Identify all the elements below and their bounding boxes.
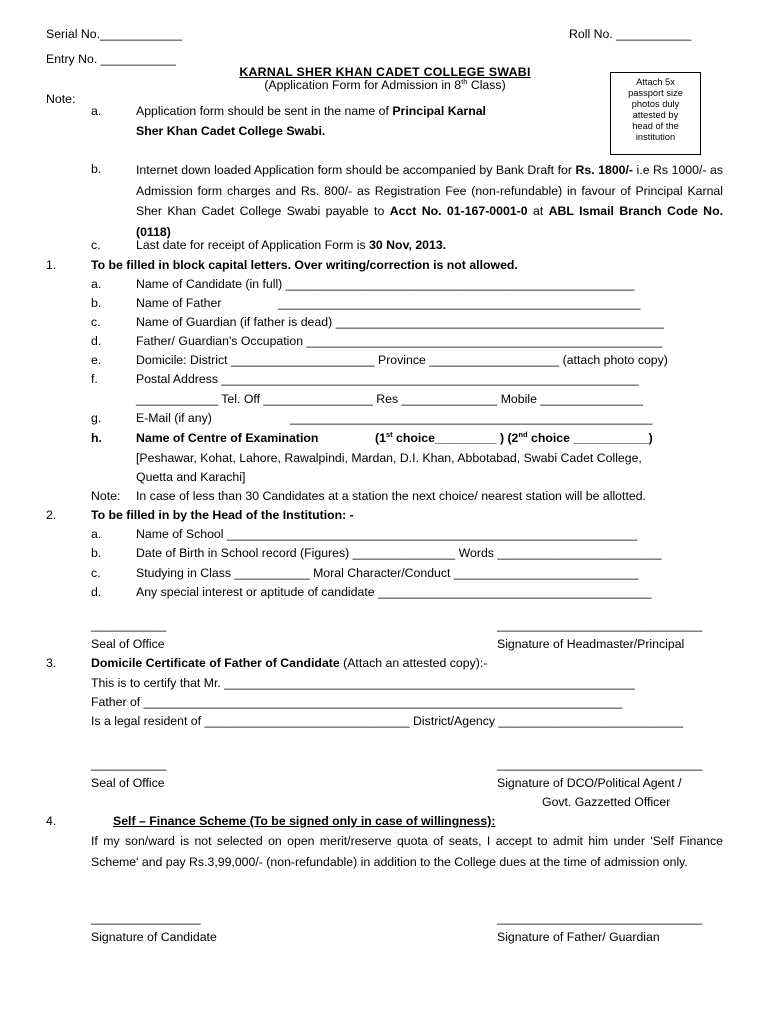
s2-d-letter: d. bbox=[91, 585, 102, 599]
s1-e-letter: e. bbox=[91, 353, 102, 367]
seal-line: ___________ bbox=[91, 757, 167, 771]
legal-resident-field: Is a legal resident of ______________________________ District/Agency ___________________________ bbox=[91, 714, 684, 728]
self-finance-text: If my son/ward is not selected on open merit/reserve quota of seats, I accept to admit him under 'Self Finance Scheme' and pay Rs.3,99,000/- (non-refundable) in addition to the College dues at the time of admission only. bbox=[91, 834, 723, 869]
candidate-signature-label: Signature of Candidate bbox=[91, 930, 217, 944]
section-4-number: 4. bbox=[46, 814, 57, 828]
note-a-text: Application form should be sent in the name of Principal Karnal bbox=[136, 104, 486, 118]
gazetted-officer-label: Govt. Gazzetted Officer bbox=[542, 795, 671, 809]
father-signature-line: ______________________________ bbox=[497, 911, 703, 925]
seal-line: ___________ bbox=[91, 618, 167, 632]
s1-d-letter: d. bbox=[91, 334, 102, 348]
exam-centre-list: [Peshawar, Kohat, Lahore, Rawalpindi, Mardan, D.I. Khan, Abbotabad, Swabi Cadet College, bbox=[136, 451, 642, 465]
postal-address-field: Postal Address _____________________________________________________________ bbox=[136, 372, 639, 386]
phone-field: ____________ Tel. Off ________________ Res ______________ Mobile _______________ bbox=[136, 392, 643, 406]
note-b-letter: b. bbox=[91, 162, 102, 176]
s1-g-letter: g. bbox=[91, 411, 102, 425]
s1-f-letter: f. bbox=[91, 372, 98, 386]
s1-note-text: In case of less than 30 Candidates at a station the next choice/ nearest station will be allotted. bbox=[136, 489, 646, 503]
section-2-number: 2. bbox=[46, 508, 57, 522]
headmaster-signature-line: ______________________________ bbox=[497, 618, 703, 632]
seal-of-office-label: Seal of Office bbox=[91, 637, 165, 651]
headmaster-signature-label: Signature of Headmaster/Principal bbox=[497, 637, 685, 651]
s1-c-letter: c. bbox=[91, 315, 101, 329]
special-interest-field: Any special interest or aptitude of candidate ________________________________________ bbox=[136, 585, 652, 599]
form-subtitle: (Application Form for Admission in 8th Class) bbox=[264, 77, 506, 92]
s1-h-letter: h. bbox=[91, 431, 102, 445]
serial-no-field: Serial No.____________ bbox=[46, 27, 183, 41]
seal-of-office-label: Seal of Office bbox=[91, 776, 165, 790]
section-3-number: 3. bbox=[46, 656, 57, 670]
occupation-field: Father/ Guardian's Occupation ____________________________________________________ bbox=[136, 334, 663, 348]
section-1-number: 1. bbox=[46, 258, 57, 272]
section-1-heading: To be filled in block capital letters. Over writing/correction is not allowed. bbox=[91, 258, 518, 272]
dco-signature-label: Signature of DCO/Political Agent / bbox=[497, 776, 682, 790]
note-c-letter: c. bbox=[91, 238, 101, 252]
father-name-field: _____________________________________________________ bbox=[278, 296, 641, 310]
candidate-signature-line: ________________ bbox=[91, 911, 201, 925]
note-label: Note: bbox=[46, 92, 76, 106]
dco-signature-line: ______________________________ bbox=[497, 757, 703, 771]
exam-centre-choices: (1st choice_________ ) (2nd choice ___________) bbox=[375, 430, 653, 445]
s1-a-letter: a. bbox=[91, 277, 102, 291]
father-of-field: Father of ______________________________________________________________________ bbox=[91, 695, 623, 709]
domicile-field: Domicile: District _____________________ Province ___________________ (attach photo copy) bbox=[136, 353, 668, 367]
note-c-text: Last date for receipt of Application Form is 30 Nov, 2013. bbox=[136, 238, 447, 252]
note-b-text: Internet down loaded Application form should be accompanied by Bank Draft for Rs. 1800/- i.e Rs 1000/- as Admission form charges and Rs. 800/- as Registration Fee (non-refundable) in favour of Principal Karnal Sher Khan Cadet College Swabi payable to Acct No. 01-167-0001-0 at ABL Ismail Branch Code No. (0118) bbox=[136, 163, 723, 239]
certify-field: This is to certify that Mr. ____________________________________________________________ bbox=[91, 676, 635, 690]
email-label: E-Mail (if any) bbox=[136, 411, 212, 425]
school-name-field: Name of School ____________________________________________________________ bbox=[136, 527, 638, 541]
s2-c-letter: c. bbox=[91, 566, 101, 580]
exam-centre-list-2: Quetta and Karachi] bbox=[136, 470, 246, 484]
section-3-heading: Domicile Certificate of Father of Candidate (Attach an attested copy):- bbox=[91, 656, 488, 670]
note-a-text-2: Sher Khan Cadet College Swabi. bbox=[136, 124, 326, 138]
photo-attachment-box: Attach 5x passport size photos duly attested by head of the institution bbox=[610, 72, 701, 155]
s2-b-letter: b. bbox=[91, 546, 102, 560]
s2-a-letter: a. bbox=[91, 527, 102, 541]
note-a-letter: a. bbox=[91, 104, 102, 118]
s1-note-label: Note: bbox=[91, 489, 121, 503]
date-of-birth-field: Date of Birth in School record (Figures) _______________ Words ________________________ bbox=[136, 546, 662, 560]
s1-b-letter: b. bbox=[91, 296, 102, 310]
guardian-name-field: Name of Guardian (if father is dead) ________________________________________________ bbox=[136, 315, 664, 329]
college-title: KARNAL SHER KHAN CADET COLLEGE SWABI bbox=[239, 65, 531, 79]
section-2-heading: To be filled in by the Head of the Institution: - bbox=[91, 508, 354, 522]
section-4-heading: Self – Finance Scheme (To be signed only in case of willingness): bbox=[113, 814, 496, 828]
exam-centre-label: Name of Centre of Examination bbox=[136, 431, 319, 445]
roll-no-field: Roll No. ___________ bbox=[569, 27, 692, 41]
candidate-name-field: Name of Candidate (in full) ___________________________________________________ bbox=[136, 277, 635, 291]
email-field: _____________________________________________________ bbox=[290, 411, 653, 425]
father-name-label: Name of Father bbox=[136, 296, 222, 310]
entry-no-field: Entry No. ___________ bbox=[46, 52, 176, 66]
class-conduct-field: Studying in Class ___________ Moral Character/Conduct ___________________________ bbox=[136, 566, 639, 580]
father-signature-label: Signature of Father/ Guardian bbox=[497, 930, 660, 944]
